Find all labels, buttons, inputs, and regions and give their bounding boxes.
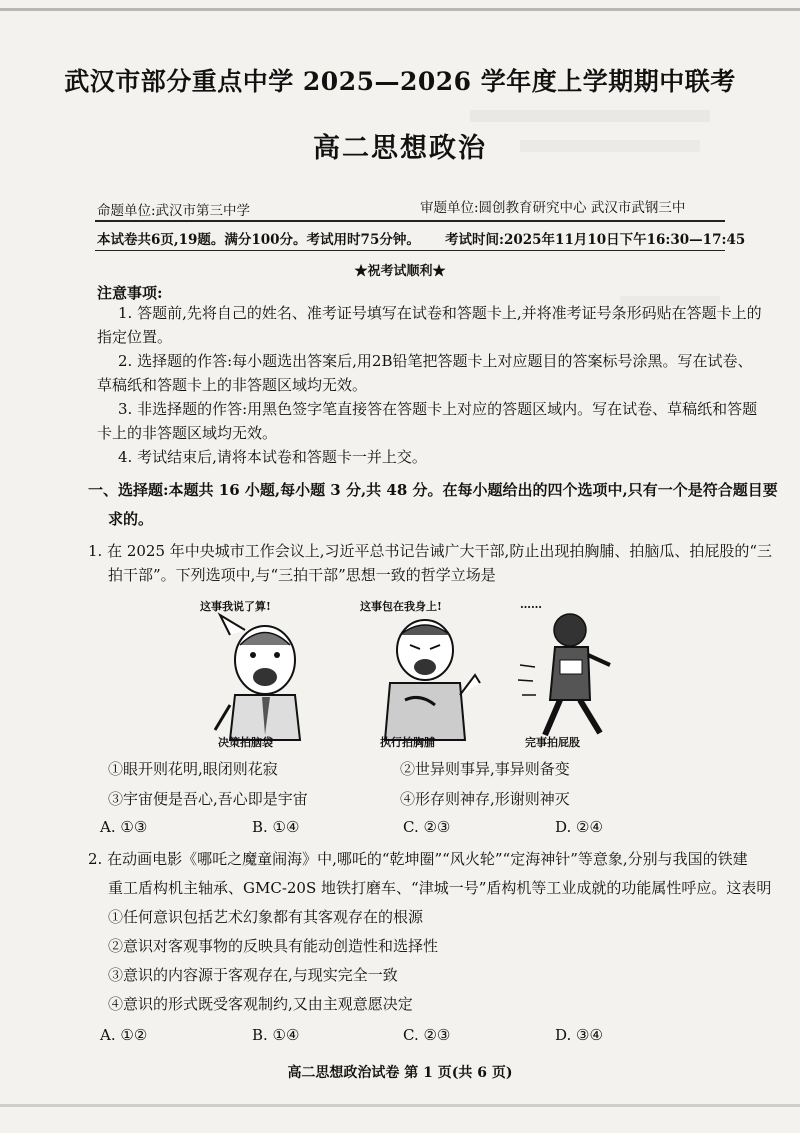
cartoon-caption-1: 决策拍脑袋: [218, 736, 273, 749]
section-heading: 一、选择题:本题共 16 小题,每小题 3 分,共 48 分。在每小题给出的四个选项中,只有一个是符合题目要: [88, 481, 778, 499]
q2-choice-d: D. ③④: [555, 1026, 603, 1044]
speech-bubble-2: 这事包在我身上!: [360, 600, 442, 613]
cartoon-caption-3: 完事拍屁股: [525, 736, 580, 749]
scan-edge-top: [0, 8, 800, 11]
q1-option-4: ④形存则神存,形谢则神灭: [400, 790, 570, 808]
notice-line: 4. 考试结束后,请将本试卷和答题卡一并上交。: [118, 448, 427, 466]
scan-edge-bottom: [0, 1104, 800, 1107]
exam-title: 武汉市部分重点中学 2025—2026 学年度上学期期中联考: [64, 67, 736, 96]
exam-time: 考试时间:2025年11月10日下午16:30—17:45: [445, 232, 746, 248]
subject-title: 高二思想政治: [313, 133, 487, 164]
q2-option-2: ②意识对客观事物的反映具有能动创造性和选择性: [108, 937, 439, 955]
setter-unit: 命题单位:武汉市第三中学: [97, 203, 251, 219]
notice-line: 3. 非选择题的作答:用黑色签字笔直接答在答题卡上对应的答题区域内。写在试卷、草稿纸和答题: [118, 400, 758, 418]
speech-bubble-1: 这事我说了算!: [200, 600, 271, 613]
q2-choice-a: A. ①②: [100, 1026, 148, 1044]
notice-line: 指定位置。: [97, 328, 173, 346]
q2-stem: 2. 在动画电影《哪吒之魔童闹海》中,哪吒的“乾坤圈”“风火轮”“定海神针”等意象,分别与我国的铁建: [88, 850, 748, 868]
notice-line: 2. 选择题的作答:每小题选出答案后,用2B铅笔把答题卡上对应题目的答案标号涂黑。写在试卷、: [118, 352, 753, 370]
bleed-through: [470, 110, 710, 122]
divider: [95, 250, 725, 251]
notice-line: 草稿纸和答题卡上的非答题区域均无效。: [97, 376, 368, 394]
section-heading-cont: 求的。: [108, 510, 154, 528]
q1-option-1: ①眼开则花明,眼闭则花寂: [108, 760, 278, 778]
q1-choice-a: A. ①③: [100, 818, 148, 836]
q2-option-3: ③意识的内容源于客观存在,与现实完全一致: [108, 966, 398, 984]
divider: [95, 220, 725, 222]
q2-choice-c: C. ②③: [403, 1026, 451, 1044]
q1-stem-cont: 拍干部”。下列选项中,与“三拍干部”思想一致的哲学立场是: [108, 566, 496, 584]
q1-stem: 1. 在 2025 年中央城市工作会议上,习近平总书记告诫广大干部,防止出现拍胸脯、拍脑瓜、拍屁股的“三: [88, 542, 772, 560]
paper-info: 本试卷共6页,19题。满分100分。考试用时75分钟。: [97, 232, 420, 248]
q2-stem-cont: 重工盾构机主轴承、GMC-20S 地铁打磨车、“津城一号”盾构机等工业成就的功能属性呼应。这表明: [108, 879, 772, 897]
cartoon-chest-pat: [350, 605, 500, 745]
notice-line: 1. 答题前,先将自己的姓名、准考证号填写在试卷和答题卡上,并将准考证号条形码贴在答题卡上的: [118, 304, 762, 322]
page-footer: 高二思想政治试卷 第 1 页(共 6 页): [287, 1065, 513, 1081]
q2-option-1: ①任何意识包括艺术幻象都有其客观存在的根源: [108, 908, 424, 926]
q1-choice-d: D. ②④: [555, 818, 603, 836]
notice-line: 卡上的非答题区域均无效。: [97, 424, 278, 442]
notice-heading: 注意事项:: [97, 284, 163, 302]
cartoon-caption-2: 执行拍胸脯: [380, 736, 435, 749]
q1-choice-b: B. ①④: [252, 818, 300, 836]
reviewer-unit: 审题单位:圆创教育研究中心 武汉市武钢三中: [420, 200, 686, 216]
cartoon-run-away: [500, 605, 650, 745]
q2-choice-b: B. ①④: [252, 1026, 300, 1044]
q1-option-3: ③宇宙便是吾心,吾心即是宇宙: [108, 790, 308, 808]
q1-option-2: ②世异则事异,事异则备变: [400, 760, 570, 778]
q1-choice-c: C. ②③: [403, 818, 451, 836]
speech-bubble-3: ……: [520, 598, 542, 611]
q2-option-4: ④意识的形式既受客观制约,又由主观意愿决定: [108, 995, 413, 1013]
good-luck-badge: ★祝考试顺利★: [354, 264, 446, 279]
cartoon-head-slap: [190, 605, 340, 745]
